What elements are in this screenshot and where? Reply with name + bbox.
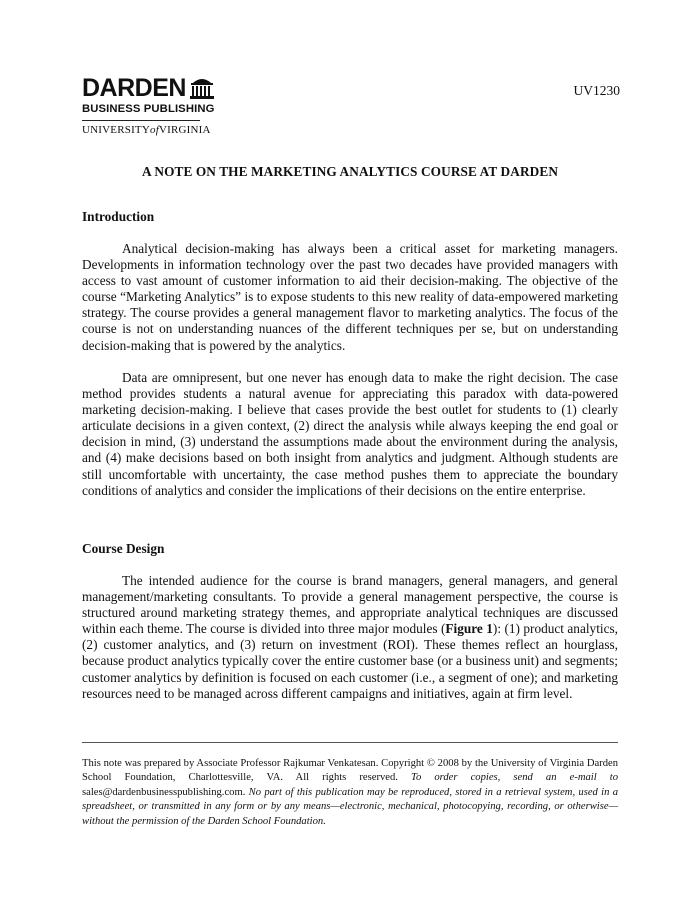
logo-university [82, 124, 232, 137]
course-design-text-end: ): (1) product analytics, (2) customer analytics, and (3) return on investment (ROI). These themes reflect an hourglass, because product analytics typically cover the entire customer base (or a business unit) and segments; customer analytics by definition is focused on each customer (i.e., a segment of one); and marketing resources need to be managed across different campaigns and initiatives, again at firm level. [82, 621, 618, 701]
logo-top-row [82, 74, 232, 100]
document-id: UV1230 [573, 83, 620, 98]
footnote [82, 757, 618, 829]
figure-1-reference: Figure 1 [445, 621, 493, 637]
logo-divider [82, 120, 200, 121]
footnote-rights-notice: No part of this publication may be reproduced, stored in a retrieval system, used in a spreadsheet, or transmitted in any form or by any means—electronic, mechanical, photocopying, recording, or otherwise—without the permission of the Darden School Foundation. [82, 786, 618, 827]
document-title: A NOTE ON THE MARKETING ANALYTICS COURSE AT DARDEN [141, 164, 559, 179]
logo-university-word: UNIVERSITY [82, 124, 150, 136]
introduction-heading: Introduction [82, 209, 155, 224]
introduction-paragraph-2: Data are omnipresent, but one never has enough data to make the right decision. The case method provides students a natural avenue for appreciating this paradox with data-powered marketing decision-making. I believe that cases provide the best outlet for students to (1) clearly articulate decisions in a given context, (2) direct the analysis while always keeping the end goal or decision in mind, (3) understand the assumptions made about the environment during the analysis, and (4) make decisions based on both insight from analytics and judgment. Although students are still uncomfortable with uncertainty, the case method pushes them to appreciate the boundary conditions of analytics and consider the implications of their decisions on the entire enterprise. [82, 370, 618, 498]
course-design-text-start: The intended audience for the course is brand managers, general managers, and general management/marketing consultants. To provide a general management perspective, the course is structured around marketing strategy themes, and appropriate analytical techniques are discussed within each theme. The course is divided into three major modules ( [82, 573, 618, 637]
logo-virginia-word: VIRGINIA [158, 124, 211, 136]
footnote-copyright: This note was prepared by Associate Professor Rajkumar Venkatesan. Copyright © 2008 by the University of Virginia Darden School Foundation, Charlottesville, VA. All rights reserved. [82, 758, 618, 784]
footnote-divider [82, 742, 618, 743]
logo-university-of: of [150, 124, 159, 136]
footnote-email: sales@dardenbusinesspublishing.com. [82, 786, 249, 798]
course-design-heading: Course Design [82, 541, 165, 556]
rotunda-icon [189, 74, 215, 100]
course-design-paragraph [82, 573, 618, 702]
logo-darden-text: DARDEN [82, 74, 186, 102]
footnote-order-instructions: To order copies, send an e-mail to [411, 772, 618, 784]
logo-business-publishing: BUSINESS PUBLISHING [82, 103, 215, 115]
introduction-paragraph-1: Analytical decision-making has always been a critical asset for marketing managers. Developments in information technology over the past two decades have provided managers with access to vast amount of customer information to aid their decision-making. The objective of the course “Marketing Analytics” is to expose students to this new reality of data-empowered marketing strategy. The course provides a general management flavor to marketing analytics. The focus of the course is not on understanding nuances of the different techniques per se, but on understanding decision-making that is powered by the analytics. [82, 241, 618, 353]
darden-logo [82, 74, 232, 137]
